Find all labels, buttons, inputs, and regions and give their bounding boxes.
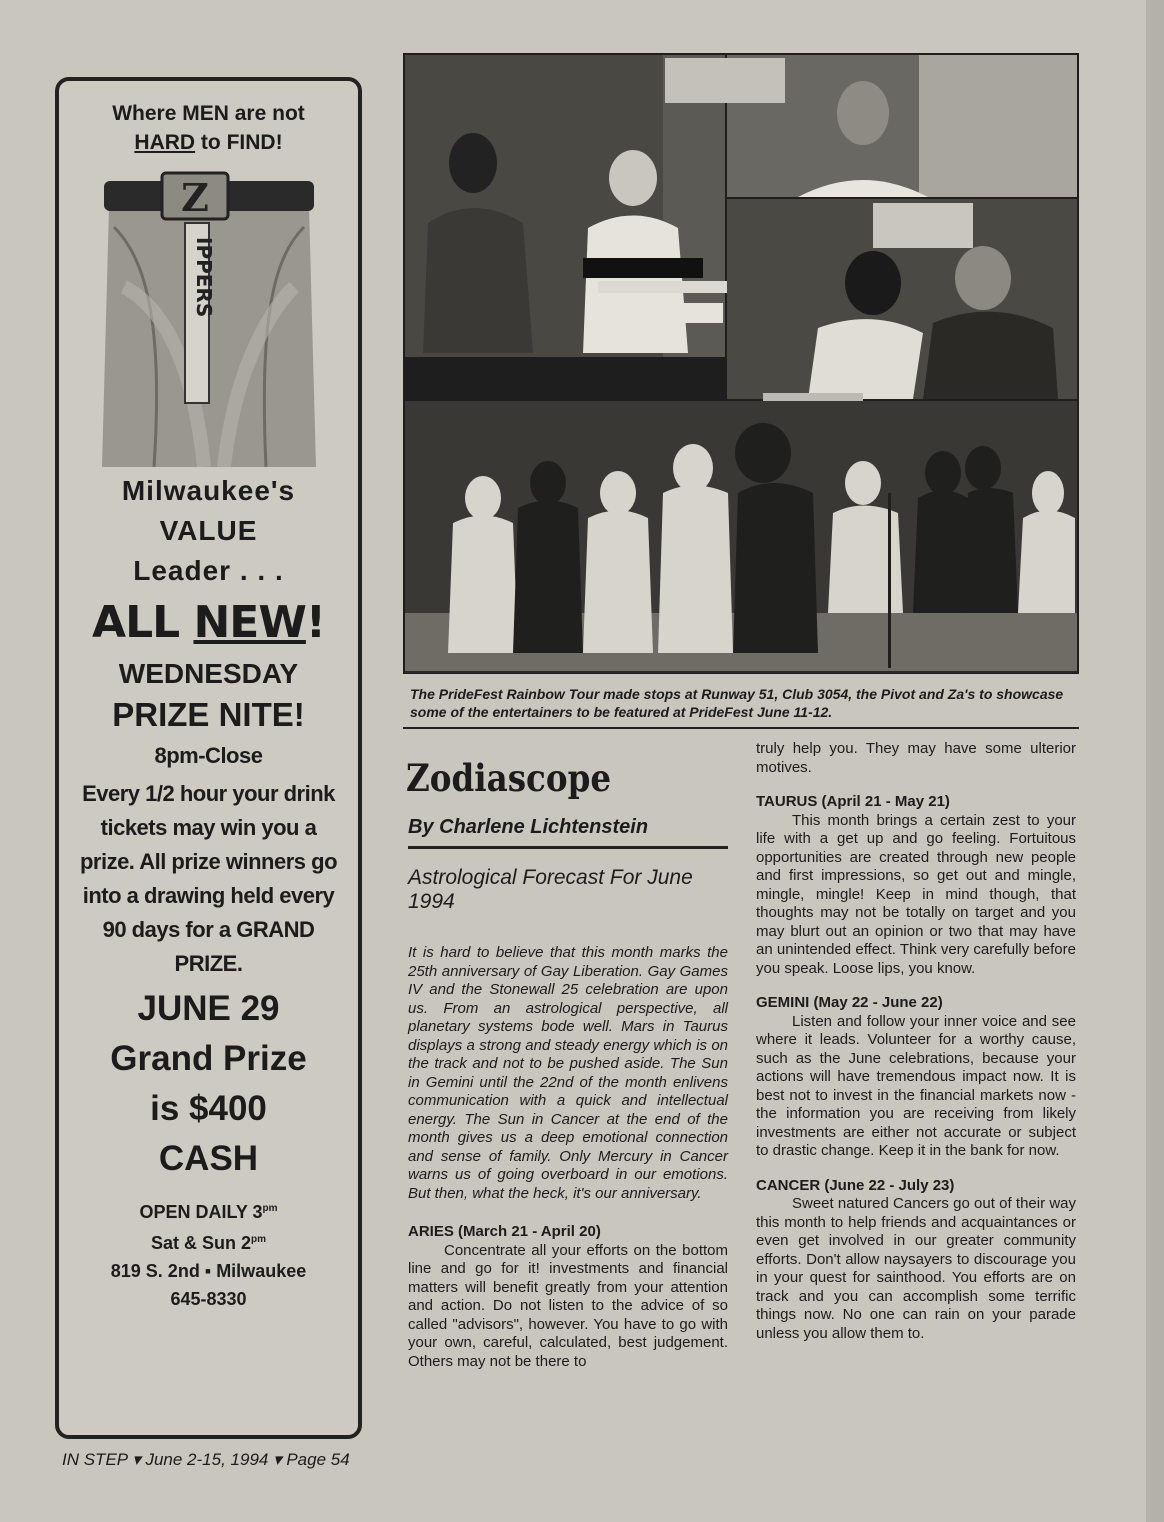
belt-buckle-letter: Z <box>180 175 209 220</box>
ad-grand-prize: Grand Prize <box>110 1039 307 1078</box>
page-footer: IN STEP ▾ June 2-15, 1994 ▾ Page 54 <box>62 1450 350 1469</box>
gemini-heading: GEMINI (May 22 - June 22) <box>756 994 943 1011</box>
ad-hours: 8pm-Close <box>154 743 263 768</box>
pridefest-photo-collage <box>403 53 1079 674</box>
ad-phone: 645-8330 <box>170 1289 247 1309</box>
ad-all-new: ALL NEW! <box>92 597 325 648</box>
cancer-body: Sweet natured Cancers go out of their way this month to help friends and acquaintances or even get involved in our greater community efforts. Don't allow naysayers to discourage you in your quest for sainthood. You efforts are on track and you can accomplish some terrific things now. No one can rain on your parade unless you allow them to. <box>756 1195 1076 1342</box>
article-column-right <box>756 740 1076 1343</box>
zipper-lettering: IPPERS <box>191 237 216 318</box>
aries-body: Concentrate all your efforts on the bottom line and go for it! investments and financial matters will benefit greatly from your attention and action. Do not listen to the advice of so called "advisors", however. You have to go with your own, careful, calculated, best judgement. Others may not be there to <box>408 1241 728 1370</box>
ad-address: 819 S. 2nd ▪ Milwaukee <box>110 1261 307 1281</box>
ad-cash: CASH <box>158 1139 259 1178</box>
page-edge <box>1146 0 1164 1522</box>
ad-tagline: Where MEN are not HARD to FIND! <box>112 102 305 154</box>
aries-heading: ARIES (March 21 - April 20) <box>408 1223 601 1240</box>
byline-divider <box>408 846 728 849</box>
ad-open-hours: OPEN DAILY $3^{pm}$ Sat & Sun $2^{pm}$ 819 S. 2nd ▪ Milwaukee 645-8330 <box>59 1195 358 1313</box>
aries-continued: truly help you. They may have some ulterior motives. <box>756 740 1076 776</box>
ad-june-29: JUNE 29 <box>137 989 280 1028</box>
photo-bottom <box>405 401 1077 673</box>
photo-caption: The PrideFest Rainbow Tour made stops at Runway 51, Club 3054, the Pivot and Za's to showcase some of the entertainers to be featured at PrideFest June 11-12. <box>410 686 1064 720</box>
ad-wednesday: WEDNESDAY <box>118 658 299 689</box>
article-byline: By Charlene Lichtenstein <box>408 816 649 838</box>
gemini-body: Listen and follow your inner voice and see where it leads. Volunteer for a worthy cause, such as the June celebrations, because your actions will have tremendous impact now. It is best not to invest in the financial markets now - the information you are receiving from likely investments are either not accurate or subject to drastic change. Keep it in the bank for now. <box>756 1012 1076 1159</box>
article-intro: It is hard to believe that this month marks the 25th anniversary of Gay Liberation. Gay Games IV and the Stonewall 25 celebration are upon us. From an astrological perspective, all planetary systems bode well. Mars in Taurus displays a strong and steady energy which is on the track and not to be pushed aside. The Sun in Gemini until the 22nd of the month enlivens communication with a quick and intellectual energy. The Sun in Cancer at the end of the month gives us a deep emotional connection and sense of family. Only Mercury in Cancer warns us of going overboard in our emotions. But then, what the heck, it's our anniversary. <box>408 944 728 1202</box>
zippers-advertisement <box>55 77 362 1439</box>
caption-divider <box>403 727 1079 729</box>
ad-amount: is $400 <box>150 1089 267 1128</box>
ad-prize-nite: PRIZE NITE! <box>112 696 305 733</box>
taurus-body: This month brings a certain zest to your life with a get up and go feeling. Fortuitous opportunities are created through new people and first impressions, so get out and mingle, mingle, mingle! Keep in mind though, that thoughts may not be totally on target and you may blurt out an opinion or two that may have an unintended effect. Think very carefully before you speak. Loose lips, you know. <box>756 811 1076 977</box>
article-title: Zodiascope <box>406 756 612 800</box>
ad-leader: Leader . . . <box>133 555 284 586</box>
ad-body-text: Every 1/2 hour your drink tickets may win you a prize. All prize winners go into a drawing held every 90 days for a GRAND PRIZE. <box>79 781 338 976</box>
cancer-heading: CANCER (June 22 - July 23) <box>756 1176 955 1194</box>
article-subhead: Astrological Forecast For June 1994 <box>408 866 693 913</box>
ad-value: VALUE <box>159 515 258 546</box>
ad-milwaukee: Milwaukee's <box>121 475 296 506</box>
jeans-illustration <box>84 167 334 467</box>
article-column-left <box>408 944 728 1371</box>
taurus-heading: TAURUS (April 21 - May 21) <box>756 793 950 810</box>
